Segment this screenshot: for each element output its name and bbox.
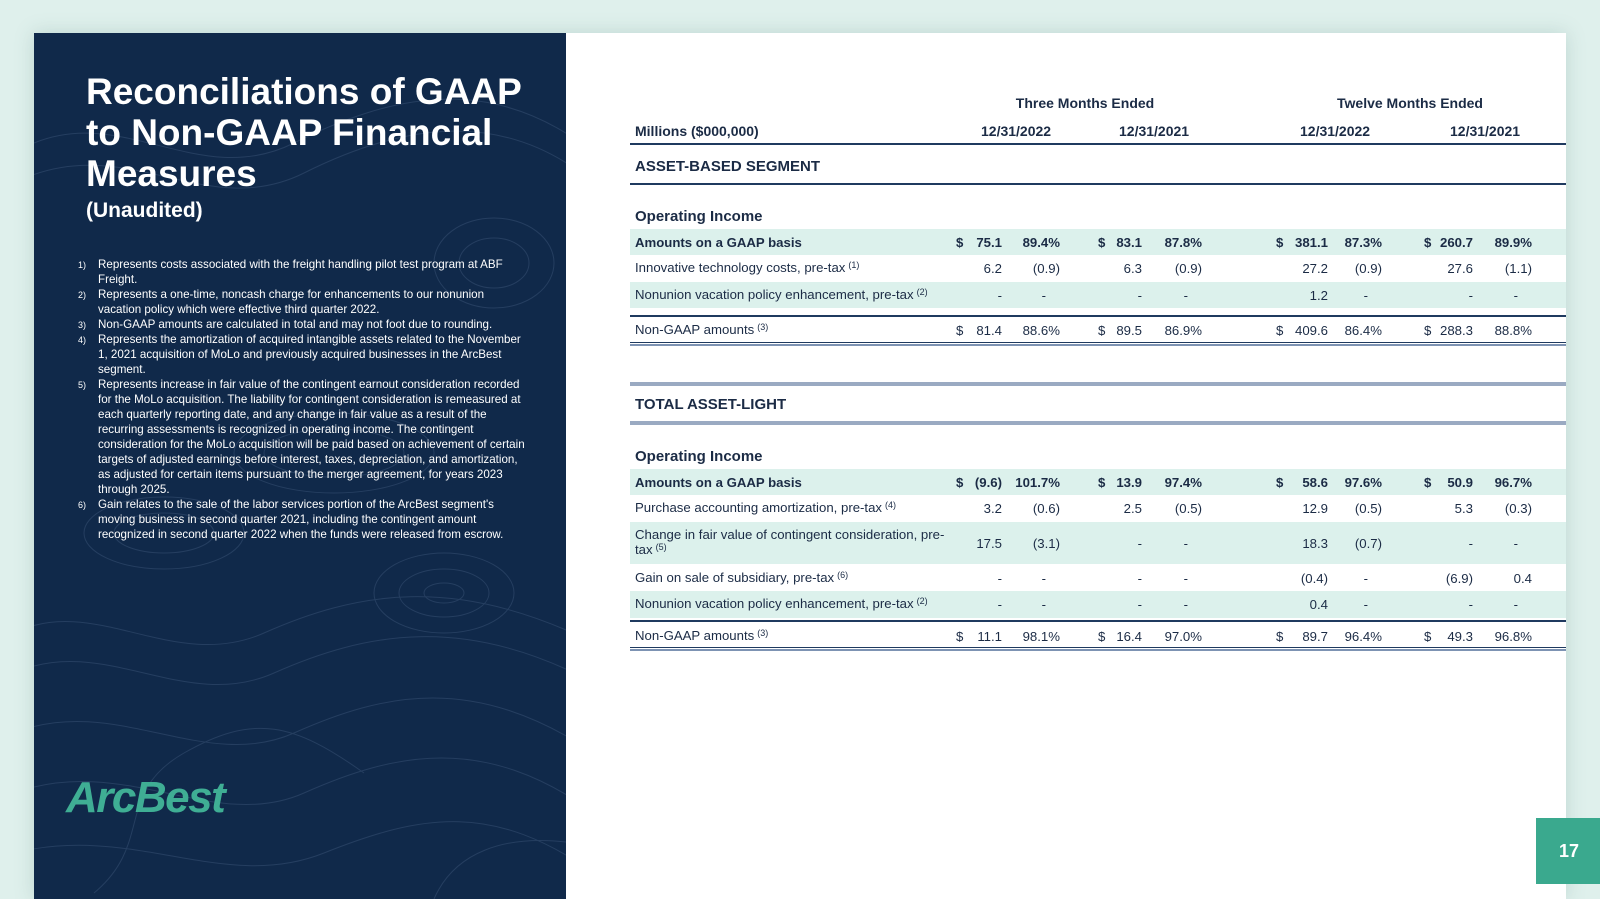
row-label [635, 282, 955, 308]
amount-cell: 12.9 [1302, 501, 1328, 516]
footnote-ref: (4) [885, 500, 897, 510]
percent-cell: (0.7) [1354, 535, 1382, 551]
table-row [630, 522, 1566, 564]
page-number: 17 [1536, 818, 1600, 884]
percent-cell: - [1363, 597, 1368, 612]
amount-cell: 13.9 [1116, 474, 1142, 490]
header-rule [630, 143, 1566, 145]
amount-cell: 11.1 [977, 628, 1002, 644]
currency-symbol: $ [1098, 628, 1106, 644]
amount-cell: 58.6 [1302, 474, 1328, 490]
percent-cell: 97.6% [1344, 474, 1382, 490]
row-label-text: Innovative technology costs, pre-tax $^{(1)}$ [635, 260, 860, 275]
percent-cell: 86.9% [1164, 322, 1202, 338]
percent-cell: - [1513, 597, 1518, 612]
currency-symbol: $ [956, 474, 964, 490]
percent-cell: (0.3) [1504, 501, 1532, 516]
currency-symbol: $ [1098, 234, 1106, 250]
footnote-ref: (3) [757, 321, 769, 332]
row-label [635, 622, 955, 650]
amount-cell: 27.2 [1302, 261, 1328, 276]
percent-cell: (1.1) [1504, 261, 1532, 276]
amount-cell: 6.3 [1123, 261, 1142, 276]
currency-symbol: $ [1424, 322, 1432, 338]
percent-cell: - [1363, 287, 1368, 303]
footnote: 6) Gain relates to the sale of the labor services portion of the ArcBest segment's moving business in second quarter 2021, including the contingent amount recognized in second quarter 2022 when the funds were released from escrow. [78, 498, 504, 541]
percent-cell: - [1183, 570, 1188, 586]
currency-symbol: $ [1276, 234, 1284, 250]
amount-cell: 27.6 [1447, 261, 1473, 276]
row-label-text: Purchase accounting amortization, pre-tax $^{(4)}$ [635, 500, 897, 515]
percent-cell: (3.1) [1032, 535, 1060, 551]
currency-symbol: $ [956, 628, 964, 644]
table-row [630, 316, 1566, 344]
currency-symbol: $ [1424, 474, 1432, 490]
row-label [635, 229, 955, 255]
section-rule [630, 183, 1566, 185]
amount-cell: - [997, 287, 1002, 303]
amount-cell: - [1137, 535, 1142, 551]
footnotes-list [78, 257, 526, 542]
currency-symbol: $ [1424, 234, 1432, 250]
section-title-asset-based: ASSET-BASED SEGMENT [635, 158, 821, 175]
percent-cell: (0.9) [1354, 261, 1382, 276]
percent-cell: 86.4% [1344, 322, 1382, 338]
total-bottom-rule [630, 342, 1566, 346]
arcbest-logo: ArcBest [66, 773, 225, 822]
percent-cell: - [1041, 597, 1046, 612]
amount-cell: - [1468, 597, 1473, 612]
percent-cell: 89.4% [1022, 234, 1060, 250]
group-header-twelve-months: Twelve Months Ended [1337, 95, 1483, 111]
currency-symbol: $ [1276, 628, 1284, 644]
amount-cell: 5.3 [1454, 501, 1473, 516]
amount-cell: - [1468, 287, 1473, 303]
footnote-ref: (6) [837, 569, 849, 580]
percent-cell: (0.9) [1032, 261, 1060, 276]
row-label [635, 316, 955, 344]
col-header-fy-2022: 12/31/2022 [1300, 123, 1371, 139]
row-label [635, 469, 955, 495]
percent-cell: (0.5) [1174, 501, 1202, 516]
amount-cell: 0.4 [1309, 597, 1328, 612]
percent-cell: 87.3% [1344, 234, 1382, 250]
table-row [630, 282, 1566, 308]
amount-cell: - [1137, 597, 1142, 612]
percent-cell: 97.0% [1164, 628, 1202, 644]
amount-cell: 6.2 [983, 261, 1002, 276]
percent-cell: - [1513, 535, 1518, 551]
section-title-asset-light: TOTAL ASSET-LIGHT [635, 396, 787, 413]
table-row [630, 495, 1566, 522]
section-rule [630, 421, 1566, 425]
footnote-ref: (3) [757, 627, 769, 638]
footnote-ref: (2) [916, 596, 928, 606]
row-label-text: Non-GAAP amounts $^{(3)}$ [635, 321, 769, 337]
table-row [630, 469, 1566, 495]
amount-cell: (6.9) [1445, 570, 1473, 586]
percent-cell: 97.4% [1164, 474, 1202, 490]
percent-cell: 88.8% [1494, 322, 1532, 338]
currency-symbol: $ [1424, 628, 1432, 644]
percent-cell: 96.4% [1344, 628, 1382, 644]
percent-cell: (0.6) [1032, 501, 1060, 516]
table-row [630, 622, 1566, 650]
subheading-operating-income: Operating Income [635, 448, 763, 465]
amount-cell: 3.2 [983, 501, 1002, 516]
amount-cell: 75.1 [976, 234, 1002, 250]
percent-cell: - [1183, 287, 1188, 303]
amount-cell: 409.6 [1294, 322, 1328, 338]
left-panel [34, 33, 566, 899]
amount-cell: (0.4) [1300, 570, 1328, 586]
table-row [630, 565, 1566, 591]
amount-cell: 89.7 [1302, 628, 1328, 644]
footnote-ref: (2) [916, 286, 928, 297]
currency-symbol: $ [1276, 322, 1284, 338]
slide [34, 33, 1580, 899]
amount-cell: 17.5 [976, 535, 1002, 551]
total-bottom-rule [630, 647, 1566, 651]
total-top-rule [630, 315, 1566, 317]
footnote-ref: (5) [655, 542, 667, 552]
row-label [635, 565, 955, 591]
amount-cell: 1.2 [1309, 287, 1328, 303]
percent-cell: - [1183, 535, 1188, 551]
amount-cell: 381.1 [1294, 234, 1328, 250]
table-row [630, 229, 1566, 255]
percent-cell: - [1363, 570, 1368, 586]
footnote: 3) Non-GAAP amounts are calculated in total and may not foot due to rounding. [78, 318, 493, 331]
col-header-fy-2021: 12/31/2021 [1450, 123, 1521, 139]
subheading-operating-income: Operating Income [635, 208, 763, 225]
percent-cell: - [1041, 287, 1046, 303]
amount-cell: - [1137, 570, 1142, 586]
amount-cell: 89.5 [1116, 322, 1142, 338]
table-row [630, 255, 1566, 282]
percent-cell: 89.9% [1494, 234, 1532, 250]
percent-cell: 87.8% [1164, 234, 1202, 250]
footnote-ref: (1) [848, 260, 860, 270]
amount-cell: - [997, 570, 1002, 586]
percent-cell: 0.4 [1513, 570, 1532, 586]
amount-cell: - [1137, 287, 1142, 303]
percent-cell: - [1041, 570, 1046, 586]
col-header-q4-2022: 12/31/2022 [981, 123, 1052, 139]
amount-cell: 49.3 [1447, 628, 1473, 644]
row-label [635, 591, 955, 618]
table-row [630, 591, 1566, 618]
amount-cell: 83.1 [1116, 234, 1142, 250]
percent-cell: - [1183, 597, 1188, 612]
amount-cell: 81.4 [976, 322, 1002, 338]
currency-symbol: $ [1276, 474, 1284, 490]
currency-symbol: $ [1098, 474, 1106, 490]
footnote: 4) Represents the amortization of acquired intangible assets related to the November 1, 2021 acquisition of MoLo and previously acquired businesses in the ArcBest segment. [78, 333, 521, 376]
row-label-text: Gain on sale of subsidiary, pre-tax $^{(6)}$ [635, 569, 849, 585]
amount-cell: - [1468, 535, 1473, 551]
row-label-text: Change in fair value of contingent consideration, pre-tax $^{(5)}$ [635, 527, 945, 557]
percent-cell: 96.8% [1494, 628, 1532, 644]
footnote: 1) Represents costs associated with the freight handling pilot test program at ABF Freight. [78, 258, 503, 286]
total-top-rule [630, 620, 1566, 622]
amount-cell: 18.3 [1302, 535, 1328, 551]
section-divider [630, 382, 1566, 386]
row-label [635, 495, 955, 522]
row-label-text: Amounts on a GAAP basis [635, 234, 802, 250]
row-label-text: Amounts on a GAAP basis [635, 474, 802, 490]
footnote: 5) Represents increase in fair value of the contingent earnout consideration recorded for the MoLo acquisition. The liability for contingent consideration is remeasured at each quarterly reporting date, and any change in fair value as a result of the recurring assessments is recognized in operating income. The contingent consideration for the MoLo acquisition will be paid based on achievement of certain targets of adjusted earnings before interest, taxes, depreciation, and amortization, as adjusted for certain items pursuant to the merger agreement, for years 2023 through 2025. [78, 378, 525, 496]
percent-cell: (0.5) [1354, 501, 1382, 516]
row-label [635, 255, 955, 282]
row-label-text: Non-GAAP amounts $^{(3)}$ [635, 627, 769, 643]
page-title: Reconciliations of GAAP to Non-GAAP Financial Measures [86, 71, 522, 194]
percent-cell: 96.7% [1494, 474, 1532, 490]
percent-cell: (0.9) [1174, 261, 1202, 276]
amount-cell: (9.6) [974, 474, 1002, 490]
amount-cell: - [997, 597, 1002, 612]
row-label [635, 522, 955, 564]
currency-symbol: $ [956, 322, 964, 338]
percent-cell: 101.7% [1015, 474, 1060, 490]
amount-cell: 260.7 [1439, 234, 1473, 250]
group-header-three-months: Three Months Ended [1015, 95, 1155, 111]
percent-cell: 88.6% [1022, 322, 1060, 338]
percent-cell: - [1513, 287, 1518, 303]
currency-symbol: $ [1098, 322, 1106, 338]
col-header-q4-2021: 12/31/2021 [1119, 123, 1190, 139]
page-subtitle: (Unaudited) [86, 199, 203, 222]
amount-cell: 16.4 [1116, 628, 1142, 644]
reconciliation-table [630, 33, 1566, 899]
row-label-text: Nonunion vacation policy enhancement, pre-tax $^{(2)}$ [635, 286, 928, 302]
row-label-text: Nonunion vacation policy enhancement, pre-tax $^{(2)}$ [635, 596, 928, 611]
percent-cell: 98.1% [1022, 628, 1060, 644]
currency-symbol: $ [956, 234, 964, 250]
footnote: 2) Represents a one-time, noncash charge for enhancements to our nonunion vacation policy which were effective third quarter 2022. [78, 288, 485, 316]
amount-cell: 288.3 [1439, 322, 1473, 338]
amount-cell: 2.5 [1123, 501, 1142, 516]
units-header: Millions ($000,000) [635, 123, 759, 139]
amount-cell: 50.9 [1447, 474, 1473, 490]
